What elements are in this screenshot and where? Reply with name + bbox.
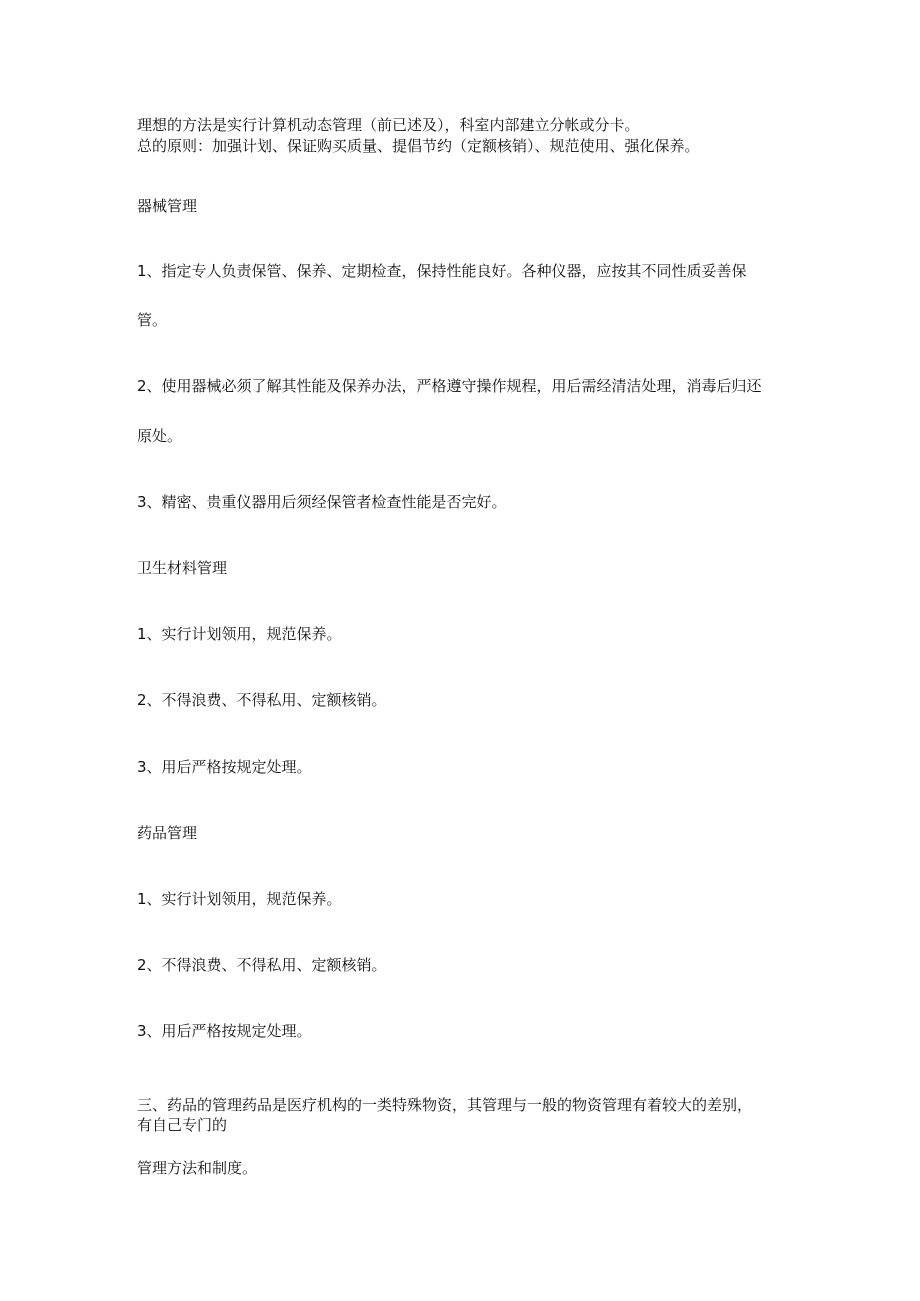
equipment-item-2-line-1: 2、使用器械必须了解其性能及保养办法，严格遵守操作规程，用后需经清洁处理，消毒后归还 (137, 377, 762, 395)
drugs-item-1: 1、实行计划领用，规范保养。 (137, 890, 342, 908)
heading-drugs: 药品管理 (137, 824, 198, 842)
equipment-item-3: 3、精密、贵重仪器用后须经保管者检查性能是否完好。 (137, 493, 507, 511)
intro-line-1: 理想的方法是实行计算机动态管理（前已述及），科室内部建立分帐或分卡。 (137, 116, 640, 134)
section-3-line-3: 管理方法和制度。 (137, 1159, 258, 1177)
section-3-line-1: 三、药品的管理药品是医疗机构的一类特殊物资，其管理与一般的物资管理有着较大的差别， (137, 1096, 753, 1114)
section-3-line-2: 有自己专门的 (137, 1116, 228, 1134)
heading-hygiene-materials: 卫生材料管理 (137, 559, 228, 577)
equipment-item-1-line-1: 1、指定专人负责保管、保养、定期检查，保持性能良好。各种仪器，应按其不同性质妥善保 (137, 262, 747, 280)
equipment-item-1-line-2: 管。 (137, 311, 168, 329)
drugs-item-2: 2、不得浪费、不得私用、定额核销。 (137, 956, 387, 974)
hygiene-item-3: 3、用后严格按规定处理。 (137, 758, 312, 776)
drugs-item-3: 3、用后严格按规定处理。 (137, 1022, 312, 1040)
intro-line-2: 总的原则：加强计划、保证购买质量、提倡节约（定额核销）、规范使用、强化保养。 (137, 137, 700, 155)
hygiene-item-1: 1、实行计划领用，规范保养。 (137, 625, 342, 643)
heading-equipment: 器械管理 (137, 197, 198, 215)
hygiene-item-2: 2、不得浪费、不得私用、定额核销。 (137, 691, 387, 709)
equipment-item-2-line-2: 原处。 (137, 427, 183, 445)
